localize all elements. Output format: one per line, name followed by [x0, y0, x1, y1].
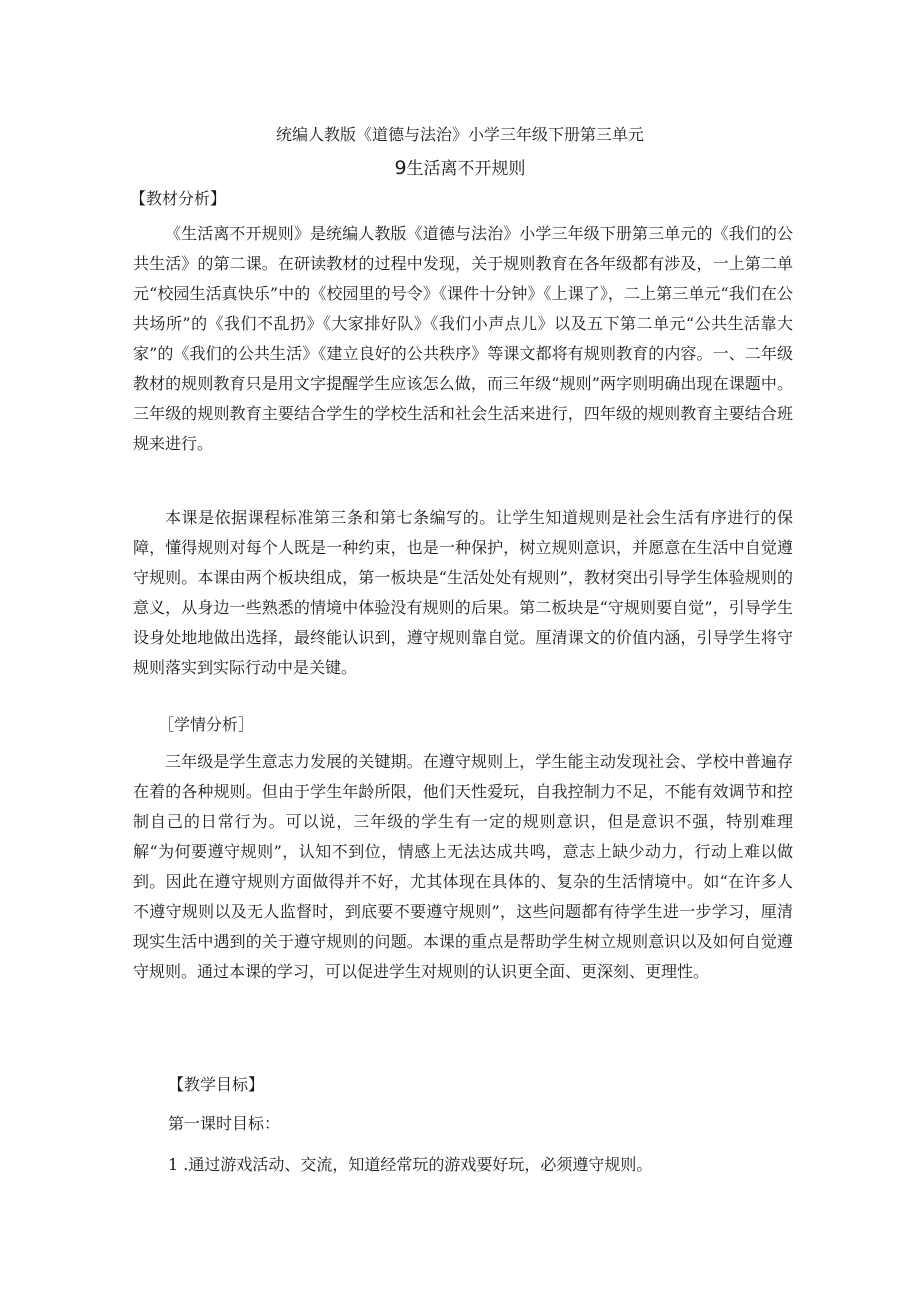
subheading-first-lesson: 第一课时目标： — [168, 1114, 281, 1133]
paragraph-lesson-basis: 本课是依据课程标准第三条和第七条编写的。让学生知道规则是社会生活有序进行的保障，懂得规则对每个人既是一种约束，也是一种保护，树立规则意识，并愿意在生活中自觉遵守规则。本课由两个板块组成，第一板块是“生活处处有规则”，教材突出引导学生体验规则的意义，从身边一些熟悉的情境中体验没有规则的后果。第二板块是“守规则要自觉”，引导学生设身处地地做出选择，最终能认识到，遵守规则靠自觉。厘清课文的价值内涵，引导学生将守规则落实到实际行动中是关键。 — [133, 508, 793, 677]
section-heading-student: ［学情分析］ — [158, 715, 255, 734]
lesson-title — [0, 156, 920, 181]
paragraph-material-analysis: 《生活离不开规则》是统编人教版《道德与法治》小学三年级下册第三单元的《我们的公共生活》的第二课。在研读教材的过程中发现，关于规则教育在各年级都有涉及，一上第二单元“校园生活真快乐”中的《校园里的号令》《课件十分钟》《上课了》，二上第三单元“我们在公共场所”的《我们不乱扔》《大家排好队》《我们小声点儿》以及五下第二单元“公共生活靠大家”的《我们的公共生活》《建立良好的公共秩序》等课文都将有规则教育的内容。一、二年级教材的规则教育只是用文字提醒学生应该怎么做，而三年级“规则”两字则明确出现在课题中。三年级的规则教育主要结合学生的学校生活和社会生活来进行，四年级的规则教育主要结合班规来进行。 — [133, 224, 793, 453]
goal-item-1: 1 .通过游戏活动、交流，知道经常玩的游戏要好玩，必须遵守规则。 — [168, 1155, 653, 1174]
lesson-name: 生活离不开规则 — [406, 159, 526, 179]
section-heading-goals: 【教学目标】 — [168, 1075, 265, 1094]
document-title-line1: 统编人教版《道德与法治》小学三年级下册第三单元 — [275, 125, 644, 144]
lesson-number: 9 — [394, 157, 407, 179]
paragraph-student-analysis: 三年级是学生意志力发展的关键期。在遵守规则上，学生能主动发现社会、学校中普遍存在着的各种规则。但由于学生年龄所限，他们天性爱玩，自我控制力不足，不能有效调节和控制自己的日常行为。可以说，三年级的学生有一定的规则意识，但是意识不强，特别难理解“为何要遵守规则”，认知不到位，情感上无法达成共鸣，意志上缺少动力，行动上难以做到。因此在遵守规则方面做得并不好，尤其体现在具体的、复杂的生活情境中。如“在许多人不遵守规则以及无人监督时，到底要不要遵守规则”，这些问题都有待学生进一步学习，厘清现实生活中遇到的关于遵守规则的问题。本课的重点是帮助学生树立规则意识以及如何自觉遵守规则。通过本课的学习，可以促进学生对规则的认识更全面、更深刻、更理性。 — [133, 752, 793, 981]
section-heading-material: 【教材分析】 — [130, 189, 227, 208]
